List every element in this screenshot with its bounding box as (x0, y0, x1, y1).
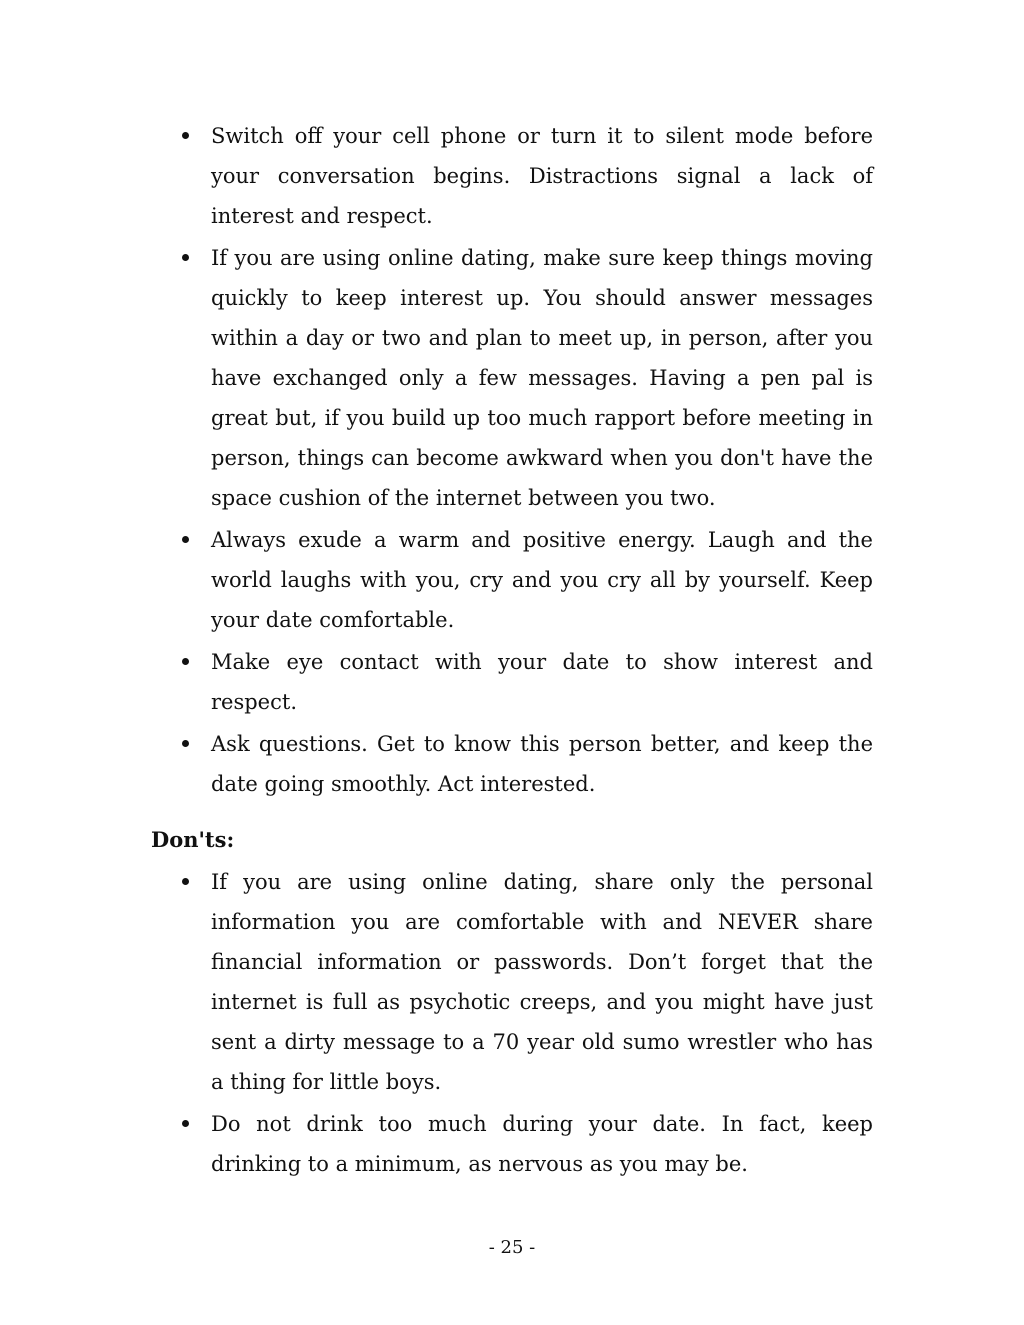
bullet-icon (182, 1120, 189, 1127)
donts-list (182, 862, 873, 1186)
page-number: - 25 - (488, 1237, 536, 1258)
list-item (182, 1104, 873, 1184)
list-item-text: Do not drink too much during your date. In fact, keep drinking to a minimum, as nervous as you may be. (211, 1112, 873, 1176)
list-item (182, 238, 873, 518)
list-item (182, 520, 873, 640)
bullet-icon (182, 536, 189, 543)
list-item (182, 724, 873, 804)
list-item-text: If you are using online dating, make sure keep things moving quickly to keep interest up. You should answer messages within a day or two and plan to meet up, in person, after you have exchanged only a few messages. Having a pen pal is great but, if you build up too much rapport before meeting in person, things can become awkward when you don't have the space cushion of the internet between you two. (211, 246, 873, 510)
list-item (182, 642, 873, 722)
bullet-icon (182, 878, 189, 885)
list-item-text: Switch off your cell phone or turn it to silent mode before your conversation begins. Distractions signal a lack of interest and respect. (211, 124, 873, 228)
bullet-icon (182, 740, 189, 747)
donts-heading: Don'ts: (151, 827, 235, 852)
bullet-icon (182, 132, 189, 139)
list-item-text: Always exude a warm and positive energy. Laugh and the world laughs with you, cry and you cry all by yourself. Keep your date comfortable. (211, 528, 873, 632)
dos-list (182, 116, 873, 806)
list-item (182, 862, 873, 1102)
list-item-text: If you are using online dating, share only the personal information you are comfortable with and NEVER share financial information or passwords. Don’t forget that the internet is full as psychotic creeps, and you might have just sent a dirty message to a 70 year old sumo wrestler who has a thing for little boys. (211, 870, 873, 1094)
bullet-icon (182, 658, 189, 665)
list-item-text: Make eye contact with your date to show interest and respect. (211, 650, 873, 714)
list-item (182, 116, 873, 236)
list-item-text: Ask questions. Get to know this person better, and keep the date going smoothly. Act interested. (211, 732, 873, 796)
bullet-icon (182, 254, 189, 261)
